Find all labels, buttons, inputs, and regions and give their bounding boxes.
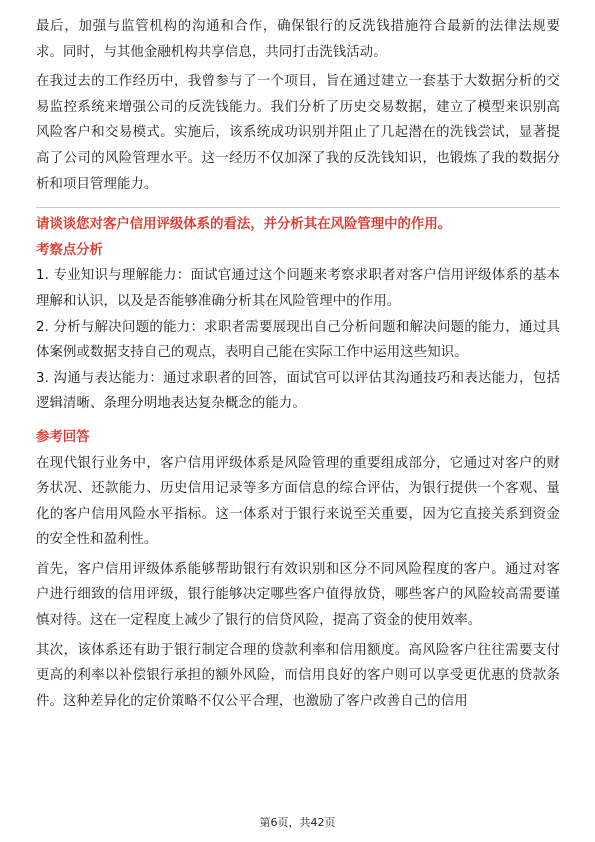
analysis-item-1: 1. 专业知识与理解能力：面试官通过这个问题来考察求职者对客户信用评级体系的基本理解和认识，以及是否能够准确分析其在风险管理中的作用。 — [36, 268, 560, 309]
analysis-title: 考察点分析 — [36, 242, 103, 258]
intro-paragraph-2: 在我过去的工作经历中，我曾参与了一个项目，旨在通过建立一套基于大数据分析的交易监控系统来增强公司的反洗钱能力。我们分析了历史交易数据，建立了模型来识别高风险客户和交易模式。实施后，该系统成功识别并阻止了几起潜在的洗钱尝试，显著提高了公司的风险管理水平。这一经历不仅加深了我的反洗钱知识，也锻炼了我的数据分析和项目管理能力。 — [36, 74, 560, 192]
question-heading: 请谈谈您对客户信用评级体系的看法，并分析其在风险管理中的作用。 — [36, 217, 452, 233]
page-number-footer: 第6页，共42页 — [259, 816, 336, 829]
analysis-item-3: 3. 沟通与表达能力：通过求职者的回答，面试官可以评估其沟通技巧和表达能力，包括逻辑清晰、条理分明地表达复杂概念的能力。 — [36, 370, 560, 412]
intro-paragraph-1: 最后，加强与监管机构的沟通和合作，确保银行的反洗钱措施符合最新的法律法规要求。同时，与其他金融机构共享信息，共同打击洗钱活动。 — [36, 19, 560, 60]
answer-paragraph-1: 在现代银行业务中，客户信用评级体系是风险管理的重要组成部分，它通过对客户的财务状况、还款能力、历史信用记录等多方面信息的综合评估，为银行提供一个客观、量化的客户信用风险水平指标。这一体系对于银行来说至关重要，因为它直接关系到资金的安全性和盈利性。 — [36, 455, 560, 548]
answer-paragraph-3: 其次，该体系还有助于银行制定合理的贷款利率和信用额度。高风险客户往往需要支付更高的利率以补偿银行承担的额外风险，而信用良好的客户则可以享受更优惠的贷款条件。这种差异化的定价策略不仅公平合理，也激励了客户改善自己的信用 — [36, 642, 560, 709]
analysis-item-2: 2. 分析与解决问题的能力：求职者需要展现出自己分析问题和解决问题的能力，通过具体案例或数据支持自己的观点，表明自己能在实际工作中运用这些知识。 — [36, 319, 560, 361]
answer-title: 参考回答 — [36, 429, 90, 445]
section-divider — [36, 207, 560, 208]
answer-paragraph-2: 首先，客户信用评级体系能够帮助银行有效识别和区分不同风险程度的客户。通过对客户进行细致的信用评级，银行能够决定哪些客户值得放贷，哪些客户的风险较高需要谨慎对待。这在一定程度上减少了银行的信贷风险，提高了资金的使用效率。 — [36, 561, 560, 629]
page-content — [36, 14, 560, 714]
